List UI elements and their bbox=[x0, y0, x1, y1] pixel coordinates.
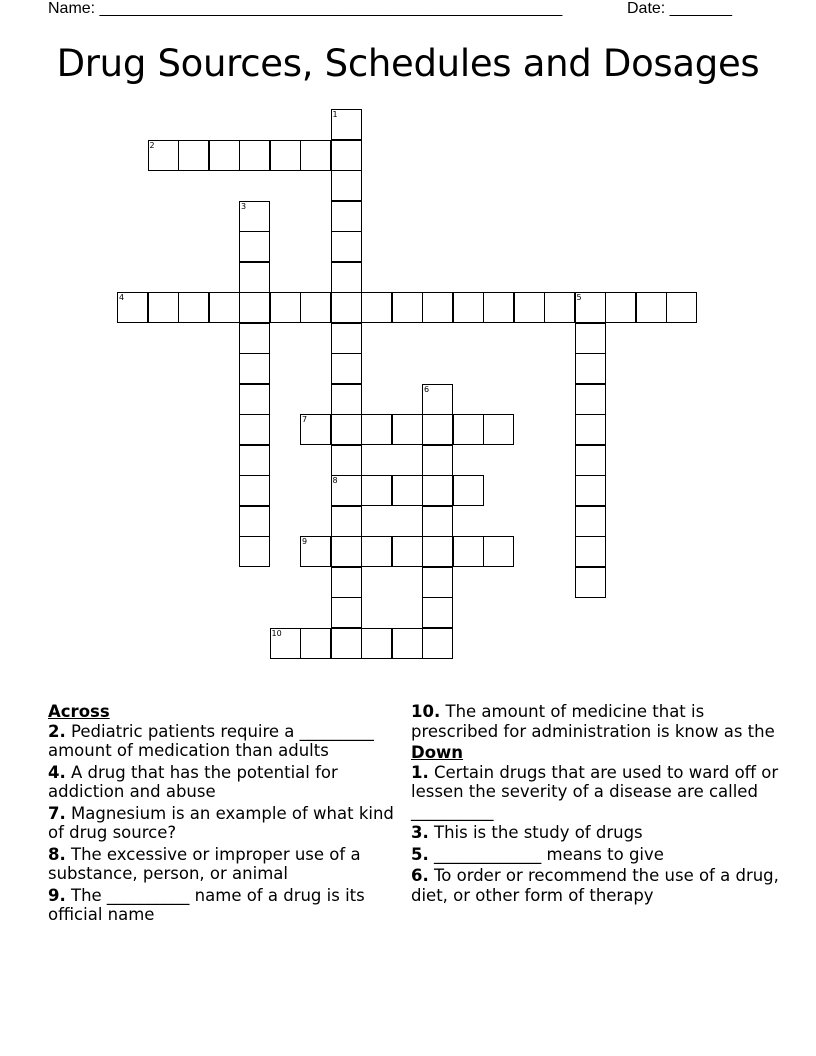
grid-cell[interactable] bbox=[178, 140, 209, 171]
grid-cell[interactable] bbox=[483, 536, 514, 567]
clue-across-4 bbox=[48, 763, 398, 802]
grid-cell[interactable] bbox=[453, 292, 484, 323]
grid-cell[interactable] bbox=[300, 414, 331, 445]
grid-cell[interactable] bbox=[575, 353, 606, 384]
grid-cell[interactable] bbox=[300, 292, 331, 323]
grid-cell[interactable] bbox=[422, 567, 453, 598]
grid-cell[interactable] bbox=[331, 628, 362, 659]
grid-cell[interactable] bbox=[239, 353, 270, 384]
grid-cell[interactable] bbox=[270, 292, 301, 323]
grid-cell[interactable] bbox=[575, 323, 606, 354]
clue-text: To order or recommend the use of a drug, diet, or other form of therapy bbox=[411, 866, 779, 905]
grid-cell[interactable] bbox=[361, 536, 392, 567]
clues-left-column bbox=[48, 702, 398, 927]
grid-cell[interactable] bbox=[209, 292, 240, 323]
grid-cell[interactable] bbox=[422, 384, 453, 415]
grid-cell[interactable] bbox=[422, 506, 453, 537]
cell-number: 6 bbox=[424, 384, 430, 394]
grid-cell[interactable] bbox=[331, 475, 362, 506]
grid-cell[interactable] bbox=[331, 323, 362, 354]
grid-cell[interactable] bbox=[514, 292, 545, 323]
grid-cell[interactable] bbox=[483, 414, 514, 445]
grid-cell[interactable] bbox=[575, 475, 606, 506]
grid-cell[interactable] bbox=[605, 292, 636, 323]
grid-cell[interactable] bbox=[239, 384, 270, 415]
grid-cell[interactable] bbox=[422, 475, 453, 506]
grid-cell[interactable] bbox=[270, 628, 301, 659]
grid-cell[interactable] bbox=[239, 262, 270, 293]
clue-across-10 bbox=[411, 702, 781, 741]
cell-number: 7 bbox=[302, 415, 308, 424]
grid-cell[interactable] bbox=[361, 414, 392, 445]
clue-number: 4. bbox=[48, 762, 66, 782]
clue-down-5 bbox=[411, 845, 781, 865]
grid-cell[interactable] bbox=[239, 414, 270, 445]
clue-number: 5. bbox=[411, 844, 429, 864]
date-field-label: Date: _______ bbox=[627, 0, 732, 17]
grid-cell[interactable] bbox=[239, 140, 270, 171]
grid-cell[interactable] bbox=[483, 292, 514, 323]
grid-cell[interactable] bbox=[331, 140, 362, 171]
grid-cell[interactable] bbox=[453, 475, 484, 506]
grid-cell[interactable] bbox=[331, 353, 362, 384]
clue-text: The __________ name of a drug is its official name bbox=[48, 885, 365, 924]
grid-cell[interactable] bbox=[239, 201, 270, 232]
clue-across-2 bbox=[48, 722, 398, 761]
clue-down-6 bbox=[411, 866, 781, 905]
clue-text: Pediatric patients require a _________ amount of medication than adults bbox=[48, 721, 374, 760]
clue-text: Certain drugs that are used to ward off or lessen the severity of a disease are called __________ bbox=[411, 762, 779, 821]
clue-number: 10. bbox=[411, 702, 441, 721]
grid-cell[interactable] bbox=[331, 506, 362, 537]
grid-cell[interactable] bbox=[178, 292, 209, 323]
grid-cell[interactable] bbox=[239, 506, 270, 537]
grid-cell[interactable] bbox=[392, 414, 423, 445]
grid-cell[interactable] bbox=[575, 536, 606, 567]
grid-cell[interactable] bbox=[453, 414, 484, 445]
grid-cell[interactable] bbox=[331, 292, 362, 323]
grid-cell[interactable] bbox=[422, 628, 453, 659]
grid-cell[interactable] bbox=[453, 536, 484, 567]
clue-number: 2. bbox=[48, 721, 66, 741]
clue-number: 8. bbox=[48, 844, 66, 864]
grid-cell[interactable] bbox=[544, 292, 575, 323]
clue-down-1 bbox=[411, 763, 781, 822]
grid-cell[interactable] bbox=[361, 475, 392, 506]
grid-cell[interactable] bbox=[575, 506, 606, 537]
grid-cell[interactable] bbox=[392, 292, 423, 323]
grid-cell[interactable] bbox=[331, 384, 362, 415]
clue-text: Magnesium is an example of what kind of drug source? bbox=[48, 803, 394, 842]
grid-cell[interactable] bbox=[239, 231, 270, 262]
cell-number: 5 bbox=[576, 293, 582, 302]
grid-cell[interactable] bbox=[331, 445, 362, 476]
clue-number: 3. bbox=[411, 823, 429, 842]
cell-number: 2 bbox=[149, 140, 155, 150]
cell-number: 10 bbox=[271, 628, 282, 638]
grid-cell[interactable] bbox=[331, 170, 362, 201]
grid-cell[interactable] bbox=[422, 414, 453, 445]
grid-cell[interactable] bbox=[422, 445, 453, 476]
grid-cell[interactable] bbox=[392, 536, 423, 567]
grid-cell[interactable] bbox=[575, 567, 606, 598]
clue-text: The excessive or improper use of a substance, person, or animal bbox=[48, 844, 361, 883]
cell-number: 8 bbox=[332, 476, 338, 485]
cell-number: 4 bbox=[119, 293, 125, 302]
cell-number: 3 bbox=[241, 201, 247, 211]
name-field-label: Name: ____________________________________________________ bbox=[48, 0, 563, 17]
grid-cell[interactable] bbox=[422, 292, 453, 323]
puzzle-title: Drug Sources, Schedules and Dosages bbox=[56, 42, 760, 85]
clue-across-8 bbox=[48, 845, 398, 884]
cell-number: 1 bbox=[332, 110, 338, 119]
grid-cell[interactable] bbox=[300, 140, 331, 171]
grid-cell[interactable] bbox=[422, 536, 453, 567]
clue-text: This is the study of drugs bbox=[434, 823, 643, 842]
grid-cell[interactable] bbox=[239, 445, 270, 476]
grid-cell[interactable] bbox=[331, 414, 362, 445]
grid-cell[interactable] bbox=[239, 475, 270, 506]
grid-cell[interactable] bbox=[392, 628, 423, 659]
clue-number: 6. bbox=[411, 866, 429, 885]
grid-cell[interactable] bbox=[331, 231, 362, 262]
grid-cell[interactable] bbox=[209, 140, 240, 171]
down-heading: Down bbox=[411, 743, 464, 762]
grid-cell[interactable] bbox=[392, 475, 423, 506]
grid-cell[interactable] bbox=[331, 536, 362, 567]
grid-cell[interactable] bbox=[331, 262, 362, 293]
grid-cell[interactable] bbox=[575, 414, 606, 445]
grid-cell[interactable] bbox=[331, 597, 362, 628]
grid-cell[interactable] bbox=[331, 201, 362, 232]
grid-cell[interactable] bbox=[300, 628, 331, 659]
grid-cell[interactable] bbox=[636, 292, 667, 323]
clue-number: 1. bbox=[411, 762, 429, 782]
grid-cell[interactable] bbox=[148, 140, 179, 171]
grid-cell[interactable] bbox=[331, 109, 362, 140]
grid-cell[interactable] bbox=[422, 597, 453, 628]
cell-number: 9 bbox=[302, 537, 308, 546]
grid-cell[interactable] bbox=[361, 292, 392, 323]
clue-text: _____________ means to give bbox=[434, 844, 664, 864]
grid-cell[interactable] bbox=[300, 536, 331, 567]
clue-across-9 bbox=[48, 886, 398, 925]
grid-cell[interactable] bbox=[148, 292, 179, 323]
across-heading: Across bbox=[48, 702, 110, 721]
clue-down-3 bbox=[411, 823, 781, 843]
grid-cell[interactable] bbox=[331, 567, 362, 598]
clue-text: A drug that has the potential for addiction and abuse bbox=[48, 762, 338, 801]
grid-cell[interactable] bbox=[575, 445, 606, 476]
clue-number: 7. bbox=[48, 803, 66, 823]
grid-cell[interactable] bbox=[575, 384, 606, 415]
grid-cell[interactable] bbox=[239, 292, 270, 323]
grid-cell[interactable] bbox=[361, 628, 392, 659]
grid-cell[interactable] bbox=[666, 292, 697, 323]
grid-cell[interactable] bbox=[117, 292, 148, 323]
grid-cell[interactable] bbox=[575, 292, 606, 323]
clues-right-column bbox=[411, 702, 781, 907]
grid-cell[interactable] bbox=[239, 536, 270, 567]
grid-cell[interactable] bbox=[239, 323, 270, 354]
clue-text: The amount of medicine that is prescribed for administration is know as the bbox=[411, 702, 775, 741]
clue-across-7 bbox=[48, 804, 398, 843]
grid-cell[interactable] bbox=[270, 140, 301, 171]
clue-number: 9. bbox=[48, 885, 66, 905]
